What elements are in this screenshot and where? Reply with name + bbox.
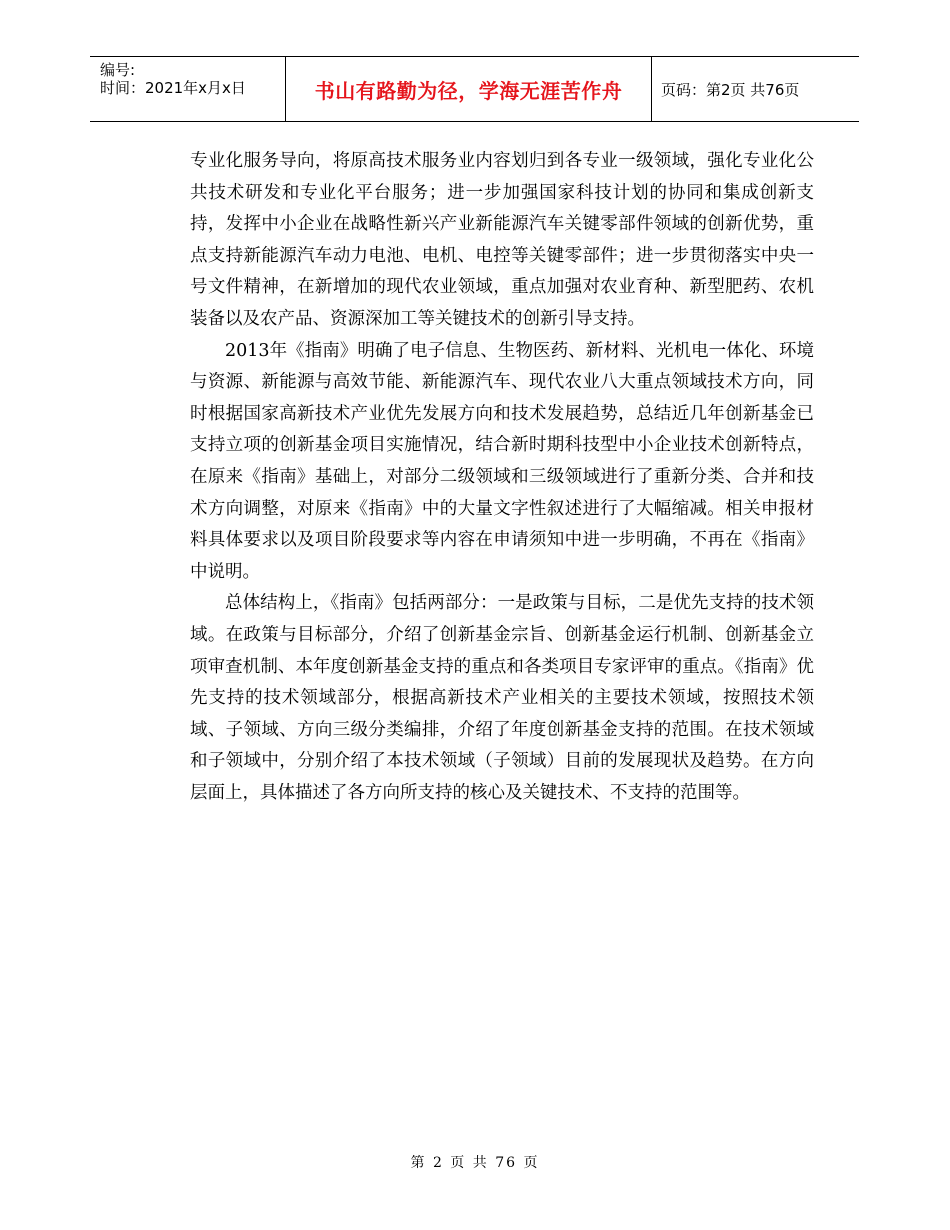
body-paragraph: 专业化服务导向，将原高技术服务业内容划归到各专业一级领域，强化专业化公共技术研发和专业化平台服务；进一步加强国家科技计划的协同和集成创新支持，发挥中小企业在战略性新兴产业新能源汽车关键零部件领域的创新优势，重点支持新能源汽车动力电池、电机、电控等关键零部件；进一步贯彻落实中央一号文件精神，在新增加的现代农业领域，重点加强对农业育种、新型肥药、农机装备以及农产品、资源深加工等关键技术的创新引导支持。 <box>190 151 814 329</box>
number-label: 编号: <box>100 61 136 79</box>
document-body <box>190 146 814 809</box>
header-meta <box>90 57 286 121</box>
document-header <box>90 56 859 122</box>
body-paragraph: 总体结构上，《指南》包括两部分：一是政策与目标，二是优先支持的技术领域。在政策与目标部分，介绍了创新基金宗旨、创新基金运行机制、创新基金立项审查机制、本年度创新基金支持的重点和各类项目专家评审的重点。《指南》优先支持的技术领域部分，根据高新技术产业相关的主要技术领域，按照技术领域、子领域、方向三级分类编排，介绍了年度创新基金支持的范围。在技术领域和子领域中，分别介绍了本技术领域（子领域）目前的发展现状及趋势。在方向层面上，具体描述了各方向所支持的核心及关键技术、不支持的范围等。 <box>190 593 814 803</box>
time-label: 时间：2021年x月x日 <box>100 79 246 97</box>
body-paragraph: 2013年《指南》明确了电子信息、生物医药、新材料、光机电一体化、环境与资源、新能源与高效节能、新能源汽车、现代农业八大重点领域技术方向，同时根据国家高新技术产业优先发展方向和技术发展趋势，总结近几年创新基金已支持立项的创新基金项目实施情况，结合新时期科技型中小企业技术创新特点，在原来《指南》基础上，对部分二级领域和三级领域进行了重新分类、合并和技术方向调整，对原来《指南》中的大量文字性叙述进行了大幅缩减。相关申报材料具体要求以及项目阶段要求等内容在申请须知中进一步明确，不再在《指南》中说明。 <box>190 340 814 582</box>
header-motto: 书山有路勤为径，学海无涯苦作舟 <box>286 57 652 121</box>
page-footer: 第 2 页 共 76 页 <box>410 1155 540 1171</box>
header-page-info: 页码：第2页 共76页 <box>661 80 800 99</box>
